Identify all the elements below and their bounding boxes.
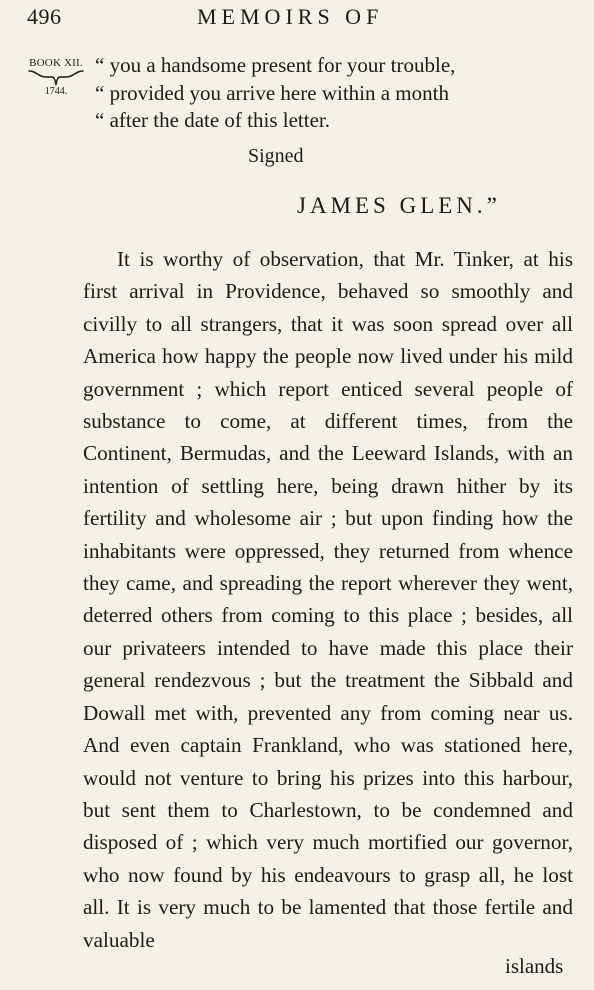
- running-title: MEMOIRS OF: [197, 4, 384, 29]
- margin-note: [10, 58, 102, 97]
- quote-line: “ you a handsome present for your trouble,: [95, 53, 456, 77]
- body-paragraph: It is worthy of observation, that Mr. Tinker, at his first arrival in Providence, behaved so smoothly and civilly to all strangers, that it was soon spread over all America how happy the people now lived under his mild government ; which report enticed several people of substance to come, at different times, from the Continent, Bermudas, and the Leeward Islands, with an intention of settling here, being drawn hither by its fertility and wholesome air ; but upon finding how the inhabitants were oppressed, they returned from whence they came, and spreading the report wherever they went, deterred others from coming to this place ; besides, all our privateers intended to have made this place their general rendezvous ; but the treatment the Sibbald and Dowall met with, prevented any from coming near us. And even captain Frankland, who was stationed here, would not venture to bring his prizes into this harbour, but sent them to Charlestown, to be condemned and disposed of ; which very much mortified our governor, who now found by his endeavours to grasp all, he lost all. It is very much to be lamented that those fertile and valuable: [83, 247, 573, 952]
- quote-line: “ after the date of this letter.: [95, 108, 330, 132]
- page-number: 496: [27, 4, 62, 29]
- book-marker: BOOK XII.: [29, 57, 83, 69]
- signature-name: JAMES GLEN.”: [297, 193, 501, 218]
- brace-icon: [27, 69, 85, 87]
- signed-label: Signed: [248, 145, 304, 167]
- year-marker: 1744.: [44, 86, 68, 97]
- quote-line: “ provided you arrive here within a month: [95, 81, 449, 105]
- catchword: islands: [505, 954, 564, 978]
